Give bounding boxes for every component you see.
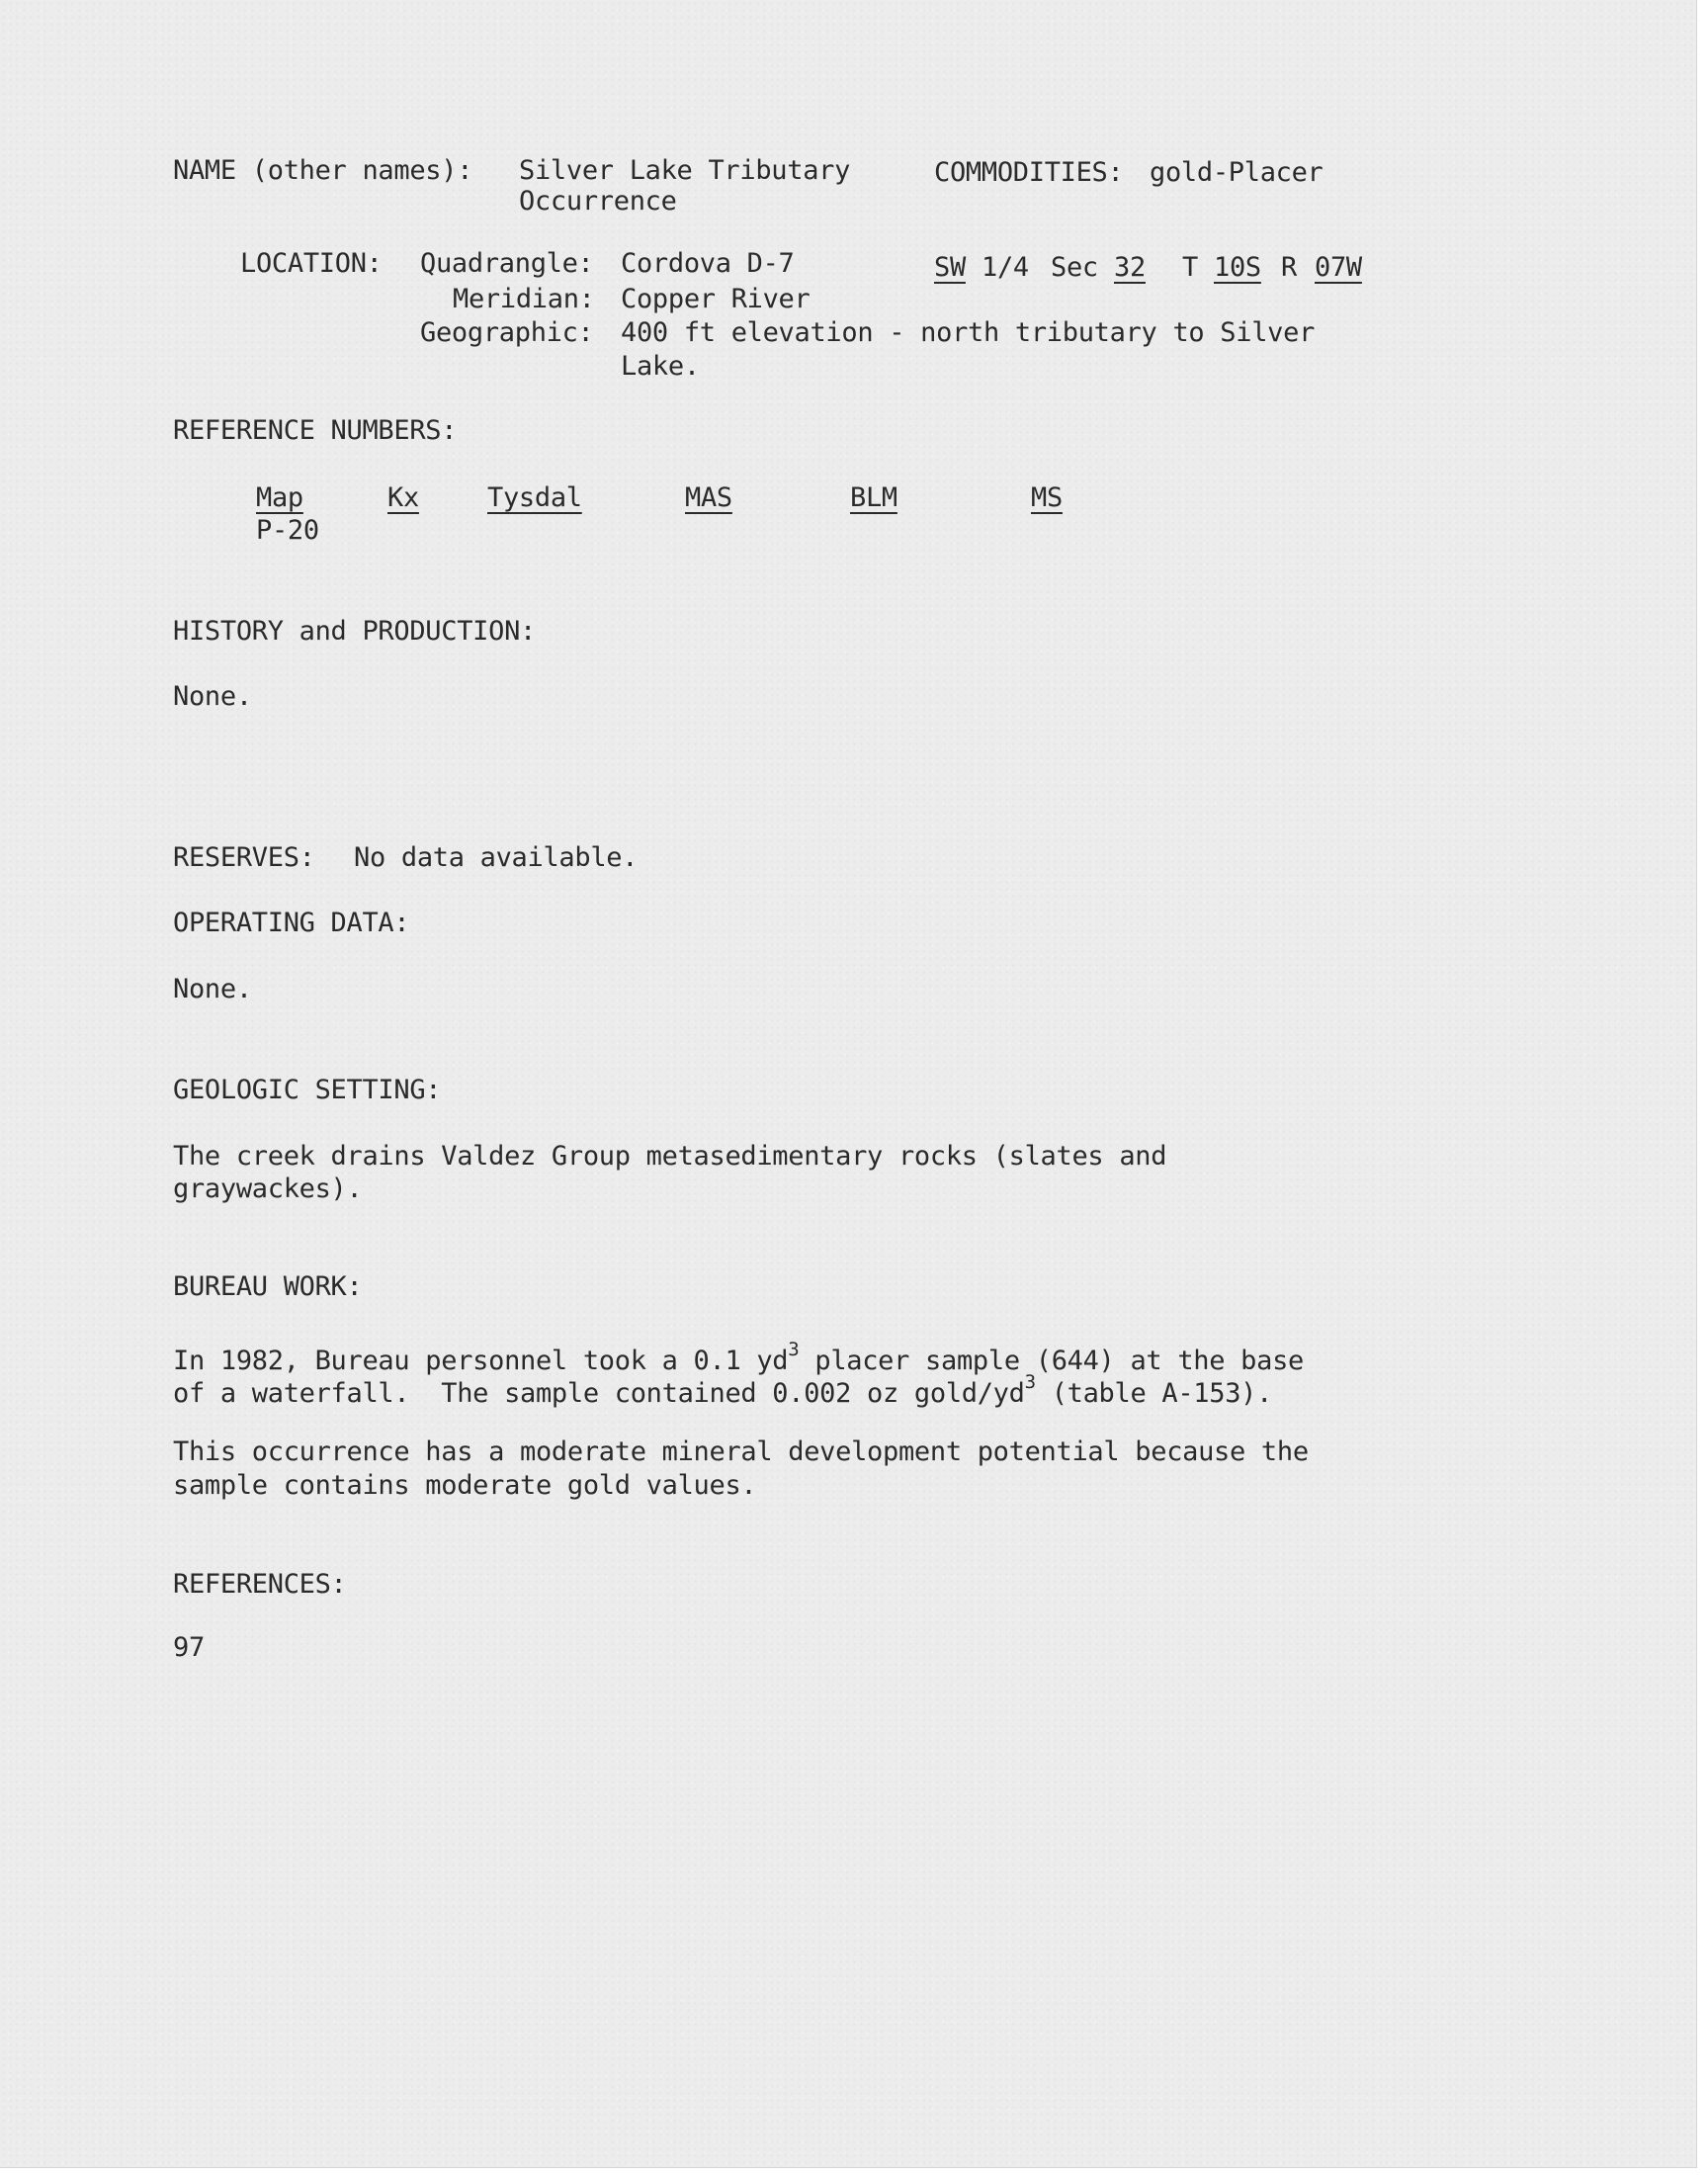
name-value: Silver Lake Tributary — [519, 155, 851, 186]
reference-numbers-label: REFERENCE NUMBERS: — [173, 415, 458, 446]
bureau-text-segment: placer sample (644) at the base — [799, 1346, 1304, 1376]
ref-map-value: P-20 — [256, 515, 319, 546]
quarter-fraction: 1/4 — [982, 252, 1029, 283]
geologic-label: GEOLOGIC SETTING: — [173, 1075, 442, 1105]
section-number: 32 — [1114, 252, 1146, 283]
name-value-continued: Occurrence — [519, 186, 677, 217]
reserves-label: RESERVES: — [173, 842, 315, 873]
meridian-label: Meridian: — [453, 284, 595, 314]
history-text: None. — [173, 681, 252, 712]
references-label: REFERENCES: — [173, 1569, 347, 1600]
geographic-label: Geographic: — [420, 317, 594, 348]
ref-header-blm: BLM — [850, 482, 897, 513]
ref-header-kx: Kx — [387, 482, 419, 513]
operating-text: None. — [173, 974, 252, 1004]
geographic-value: 400 ft elevation - north tributary to Silver — [621, 317, 1316, 348]
history-label: HISTORY and PRODUCTION: — [173, 616, 536, 647]
bureau-paragraph-1-line-2 — [173, 1369, 1272, 1411]
ref-header-mas: MAS — [685, 482, 732, 513]
operating-label: OPERATING DATA: — [173, 908, 410, 938]
bureau-label: BUREAU WORK: — [173, 1271, 363, 1302]
meridian-value: Copper River — [621, 284, 811, 314]
quadrangle-value: Cordova D-7 — [621, 248, 795, 279]
quarter-section: SW — [934, 252, 966, 283]
reserves-text: No data available. — [354, 842, 639, 873]
township-value: 10S — [1214, 252, 1261, 283]
bureau-text-segment: (table A-153). — [1035, 1378, 1273, 1409]
ref-header-ms: MS — [1031, 482, 1063, 513]
references-value: 97 — [173, 1632, 205, 1663]
cubic-superscript: 3 — [1024, 1371, 1036, 1393]
geologic-text-continued: graywackes). — [173, 1174, 363, 1204]
bureau-paragraph-2-line-2: sample contains moderate gold values. — [173, 1470, 757, 1501]
bureau-text-segment: of a waterfall. The sample contained 0.002 oz gold/yd — [173, 1378, 1025, 1409]
quadrangle-label: Quadrangle: — [420, 248, 594, 279]
location-label: LOCATION: — [240, 248, 383, 279]
range-label: R — [1281, 252, 1297, 283]
geologic-text: The creek drains Valdez Group metasedimentary rocks (slates and — [173, 1141, 1167, 1172]
township-label: T — [1182, 252, 1198, 283]
commodities-label: COMMODITIES: — [934, 157, 1124, 188]
ref-header-tysdal: Tysdal — [487, 482, 582, 513]
name-label: NAME (other names): — [173, 155, 473, 186]
cubic-superscript: 3 — [788, 1339, 800, 1360]
section-label: Sec — [1051, 252, 1098, 283]
geographic-value-continued: Lake. — [621, 351, 700, 382]
bureau-paragraph-2-line-1: This occurrence has a moderate mineral development potential because the — [173, 1436, 1309, 1467]
range-value: 07W — [1315, 252, 1362, 283]
commodities-value: gold-Placer — [1150, 157, 1324, 188]
bureau-text-segment: In 1982, Bureau personnel took a 0.1 yd — [173, 1346, 789, 1376]
ref-header-map: Map — [256, 482, 303, 513]
